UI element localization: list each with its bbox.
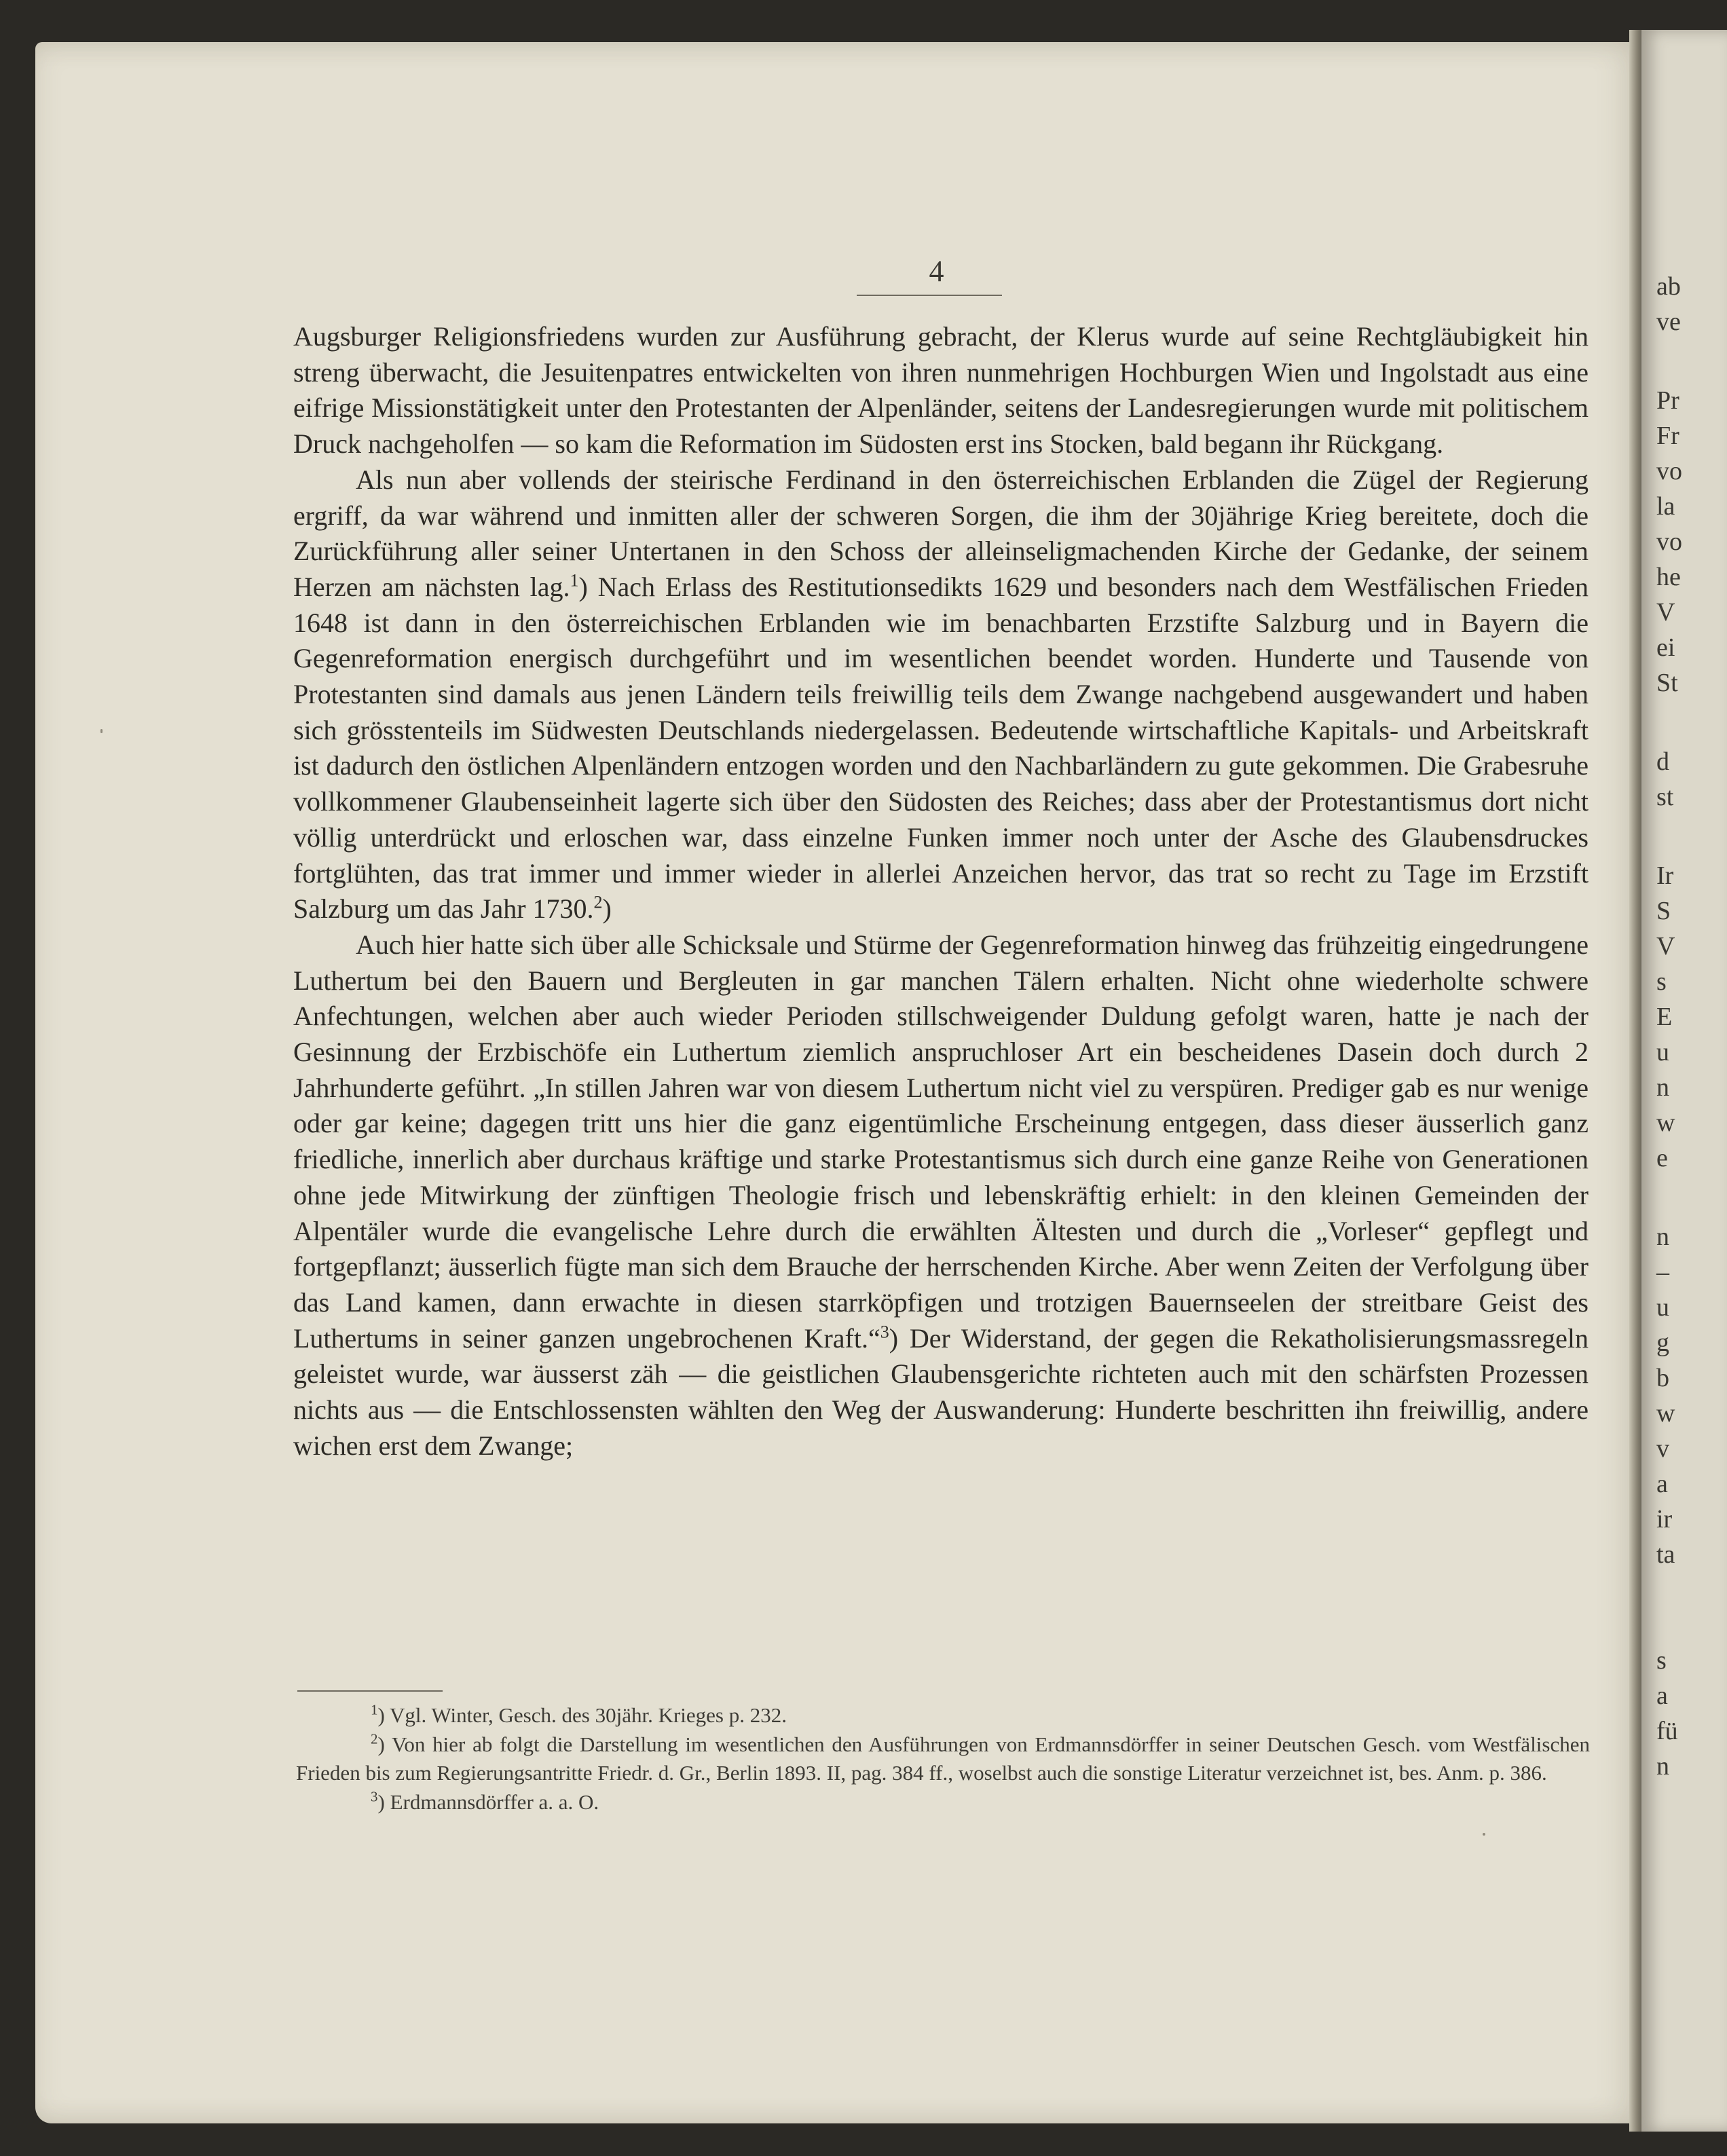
text-fragment: ir [1656,1505,1673,1534]
paper-speck [1483,1833,1485,1836]
text-fragment: a [1656,1470,1668,1498]
footnote-marker: 2 [371,1730,378,1747]
paragraph-2 [293,462,1589,927]
text-fragment: Ir [1656,861,1674,890]
book-page [35,42,1641,2123]
text-fragment: la [1656,492,1675,521]
text-fragment: ta [1656,1540,1675,1569]
text-fragment: e [1656,1144,1668,1172]
text-fragment: v [1656,1434,1669,1463]
footnote-text: ) Erdmannsdörffer a. a. O. [377,1789,599,1814]
text-fragment: S [1656,897,1671,925]
footnote-3 [296,1788,1590,1817]
body-text [293,319,1589,1464]
text-fragment: n [1656,1073,1669,1102]
text-fragment: Pr [1656,386,1679,415]
paragraph-text: ) Nach Erlass des Restitutionsedikts 1629 und besonders nach dem Westfälischen Frieden 1648 ist dann in den österreichischen Erblanden wie im benachbarten Erzstifte Salzburg und in Bayern die Gegenreformation energisch durchgeführt und im wesentlichen beendet worden. Hunderte und Tausende von Protestanten sind damals aus jenen Ländern teils freiwillig teils dem Zwange nachgebend ausgewandert und haben sich grösstenteils im Südwesten Deutschlands niedergelassen. Bedeutende wirtschaftliche Kapitals- und Arbeitskraft ist dadurch den östlichen Alpenländern entzogen worden und den Nachbarländern zu gute gekommen. Die Grabesruhe vollkommener Glaubenseinheit lagerte sich über den Südosten des Reiches; dass aber der Protestantismus dort nicht völlig unterdrückt und erloschen war, dass einzelne Funken immer noch unter der Asche des Glaubensdruckes fortglühten, das trat immer und immer wieder in allerlei Anzeichen hervor, das trat so recht zu Tage im Erzstift Salzburg um das Jahr 1730. [293,571,1589,925]
text-fragment: V [1656,932,1675,961]
text-fragment: fü [1656,1717,1678,1745]
text-fragment: g [1656,1328,1669,1357]
footnote-text: ) Von hier ab folgt die Darstellung im wesentlichen den Ausführungen von Erdmannsdörffer in seiner Deutschen Gesch. vom Westfälischen Frieden bis zum Regierungsantritte Friedr. d. Gr., Berlin 1893. II, pag. 384 ff., woselbst auch die sonstige Literatur verzeichnet ist, bes. Anm. p. 386. [296,1732,1590,1785]
paragraph-3 [293,927,1589,1464]
paragraph-text: Augsburger Religionsfriedens wurden zur Ausführung gebracht, der Klerus wurde auf seine Rechtgläubigkeit hin streng überwacht, die Jesuitenpatres entwickelten von ihren nunmehrigen Hochburgen Wien und Ingolstadt aus eine eifrige Missionstätigkeit unter den Protestanten der Alpenländer, seitens der Landesregierungen wurde mit politischem Druck nachgeholfen — so kam die Reformation im Südosten erst ins Stocken, bald begann ihr Rückgang. [293,321,1589,460]
footnote-marker: 1 [371,1701,378,1718]
text-fragment: he [1656,563,1681,591]
text-fragment: vo [1656,527,1682,556]
text-fragment: u [1656,1293,1669,1322]
text-fragment: b [1656,1364,1669,1392]
text-fragment: a [1656,1681,1668,1710]
text-fragment: ve [1656,308,1681,336]
footnote-marker: 3 [371,1788,378,1805]
footnote-reference[interactable]: 2 [593,892,603,912]
footnote-1 [296,1701,1590,1730]
footnote-text: ) Vgl. Winter, Gesch. des 30jähr. Krieges p. 232. [377,1703,787,1727]
footnote-reference[interactable]: 3 [880,1322,889,1342]
text-fragment: St [1656,669,1678,697]
text-fragment: st [1656,783,1674,811]
text-fragment: ei [1656,633,1675,662]
footnote-2 [296,1730,1590,1788]
text-fragment: n [1656,1223,1669,1251]
page-number: 4 [929,255,945,288]
paragraph-text: Auch hier hatte sich über alle Schicksale und Stürme der Gegenreformation hinweg das frühzeitig eingedrungene Luthertum bei den Bauern und Bergleuten in gar manchen Tälern erhalten. Nicht ohne wiederholte schwere Anfechtungen, welchen aber auch wieder Perioden stillschweigender Duldung gefolgt waren, hatte je nach der Gesinnung der Erzbischöfe ein Luthertum ziemlich anspruchloser Art ein bescheidenes Dasein doch durch 2 Jahrhunderte geführt. „In stillen Jahren war von diesem Luthertum nicht viel zu verspüren. Prediger gab es nur wenige oder gar keine; dagegen tritt uns hier die ganz eigentümliche Erscheinung entgegen, dass dieser äusserlich ganz friedliche, innerlich aber durchaus kräftige und starke Protestantismus sich durch eine ganze Reihe von Generationen ohne jede Mitwirkung der zünftigen Theologie frisch und lebenskräftig erhielt: in den kleinen Gemeinden der Alpentäler wurde die evangelische Lehre durch die erwählten Ältesten und durch die „Vorleser“ gepflegt und fortgepflanzt; äusserlich fügte man sich dem Brauche der herrschenden Kirche. Aber wenn Zeiten der Verfolgung über das Land kamen, dann erwachte in diesen starrköpfigen und trotzigen Bauernseelen der streitbare Geist des Luthertums in seiner ganzen ungebrochenen Kraft.“ [293,929,1589,1354]
text-fragment: w [1656,1399,1675,1428]
adjacent-page-edge [1641,30,1727,2132]
text-fragment: vo [1656,457,1682,485]
text-fragment: w [1656,1109,1675,1137]
paragraph-text: ) [602,893,612,925]
paragraph-1 [293,319,1589,462]
footnote-rule [297,1690,443,1692]
paper-speck [100,729,103,733]
paragraph-text: ) Der Widerstand, der gegen die Rekatholisierungsmassregeln geleistet wurde, war äusserst zäh — die geistlichen Glaubensgerichte richteten auch mit den schärfsten Prozessen nichts aus — die Entschlossensten wählten den Weg der Auswanderung: Hunderte beschritten ihn freiwillig, andere wichen erst dem Zwange; [293,1322,1589,1461]
text-fragment: d [1656,747,1669,776]
text-fragment: u [1656,1038,1669,1066]
footnote-reference[interactable]: 1 [570,570,579,591]
text-fragment: E [1656,1003,1673,1031]
text-fragment: s [1656,967,1667,996]
text-fragment: Fr [1656,422,1679,450]
text-fragment: V [1656,598,1675,627]
text-fragment: ab [1656,272,1681,301]
text-fragment: s [1656,1646,1667,1675]
header-rule [857,295,1002,296]
paragraph-text: Als nun aber vollends der steirische Ferdinand in den österreichischen Erblanden die Zügel der Regierung ergriff, da war während und inmitten aller der schweren Sorgen, die ihm der 30jährige Krieg bereitete, doch die Zurückführung aller seiner Untertanen in den Schoss der alleinseligmachenden Kirche der Gedanke, der seinem Herzen am nächsten lag. [293,464,1589,602]
text-fragment: n [1656,1752,1669,1781]
text-fragment: – [1656,1258,1669,1286]
footnotes [296,1701,1590,1817]
